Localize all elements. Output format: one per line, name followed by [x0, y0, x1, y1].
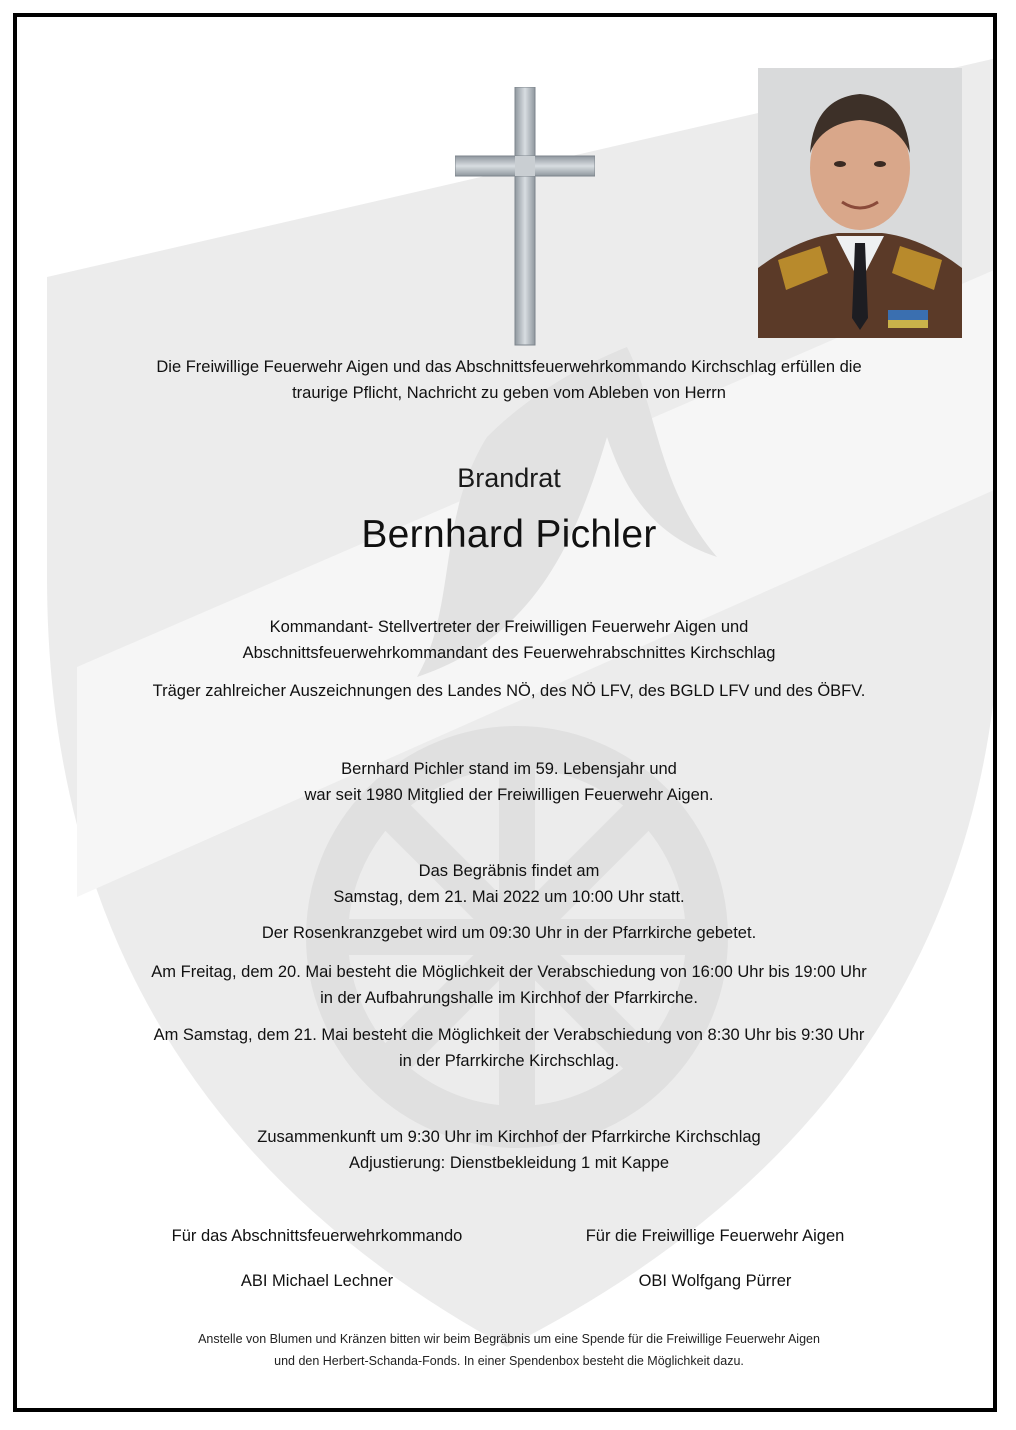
role-line: Abschnittsfeuerwehrkommandant des Feuerwehrabschnittes Kirchschlag — [242, 643, 776, 662]
deceased-name: Bernhard Pichler — [361, 513, 657, 556]
footer-line: Anstelle von Blumen und Kränzen bitten wir beim Begräbnis um eine Spende für die Freiwillige Feuerwehr Aigen — [198, 1332, 820, 1346]
signature-left-person: ABI Michael Lechner — [240, 1272, 394, 1290]
footer-note — [17, 1329, 997, 1373]
rosary-text: Der Rosenkranzgebet wird um 09:30 Uhr in der Pfarrkirche gebetet. — [261, 924, 757, 942]
obituary-page — [13, 13, 997, 1412]
assembly-text — [17, 1125, 997, 1176]
roles-text — [17, 615, 997, 666]
awards-text: Träger zahlreicher Auszeichnungen des Landes NÖ, des NÖ LFV, des BGLD LFV und des ÖBFV. — [152, 682, 866, 700]
portrait-photo — [758, 68, 962, 338]
funeral-line: Das Begräbnis findet am — [418, 862, 600, 880]
signature-left-org: Für das Abschnittsfeuerwehrkommando — [171, 1227, 463, 1245]
farewell-line: in der Aufbahrungshalle im Kirchhof der Pfarrkirche. — [320, 988, 698, 1007]
bio-line: Bernhard Pichler stand im 59. Lebensjahr und — [341, 760, 677, 778]
footer-line: und den Herbert-Schanda-Fonds. In einer Spendenbox besteht die Möglichkeit dazu. — [274, 1353, 744, 1368]
signature-right-person: OBI Wolfgang Pürrer — [638, 1272, 792, 1290]
bio-line: war seit 1980 Mitglied der Freiwilligen Feuerwehr Aigen. — [304, 785, 714, 804]
farewell-line: in der Pfarrkirche Kirchschlag. — [398, 1051, 620, 1070]
farewell-saturday-text — [17, 1023, 997, 1074]
rank-title: Brandrat — [457, 463, 561, 493]
signature-right-org: Für die Freiwillige Feuerwehr Aigen — [585, 1227, 845, 1245]
cross-icon — [455, 87, 595, 347]
farewell-line: Am Samstag, dem 21. Mai besteht die Möglichkeit der Verabschiedung von 8:30 Uhr bis 9:30 Uhr — [153, 1026, 865, 1044]
assembly-line: Zusammenkunft um 9:30 Uhr im Kirchhof der Pfarrkirche Kirchschlag — [257, 1128, 761, 1146]
funeral-line: Samstag, dem 21. Mai 2022 um 10:00 Uhr statt. — [333, 887, 685, 906]
assembly-line: Adjustierung: Dienstbekleidung 1 mit Kappe — [348, 1153, 670, 1172]
intro-line: Die Freiwillige Feuerwehr Aigen und das Abschnittsfeuerwehrkommando Kirchschlag erfüllen die — [156, 358, 862, 376]
intro-text — [17, 355, 997, 406]
farewell-friday-text — [17, 960, 997, 1011]
farewell-line: Am Freitag, dem 20. Mai besteht die Möglichkeit der Verabschiedung von 16:00 Uhr bis 19:00 Uhr — [151, 963, 867, 981]
bio-text — [17, 757, 997, 808]
role-line: Kommandant- Stellvertreter der Freiwilligen Feuerwehr Aigen und — [269, 618, 749, 636]
funeral-text — [17, 859, 997, 910]
intro-line: traurige Pflicht, Nachricht zu geben vom Ableben von Herrn — [292, 383, 726, 402]
